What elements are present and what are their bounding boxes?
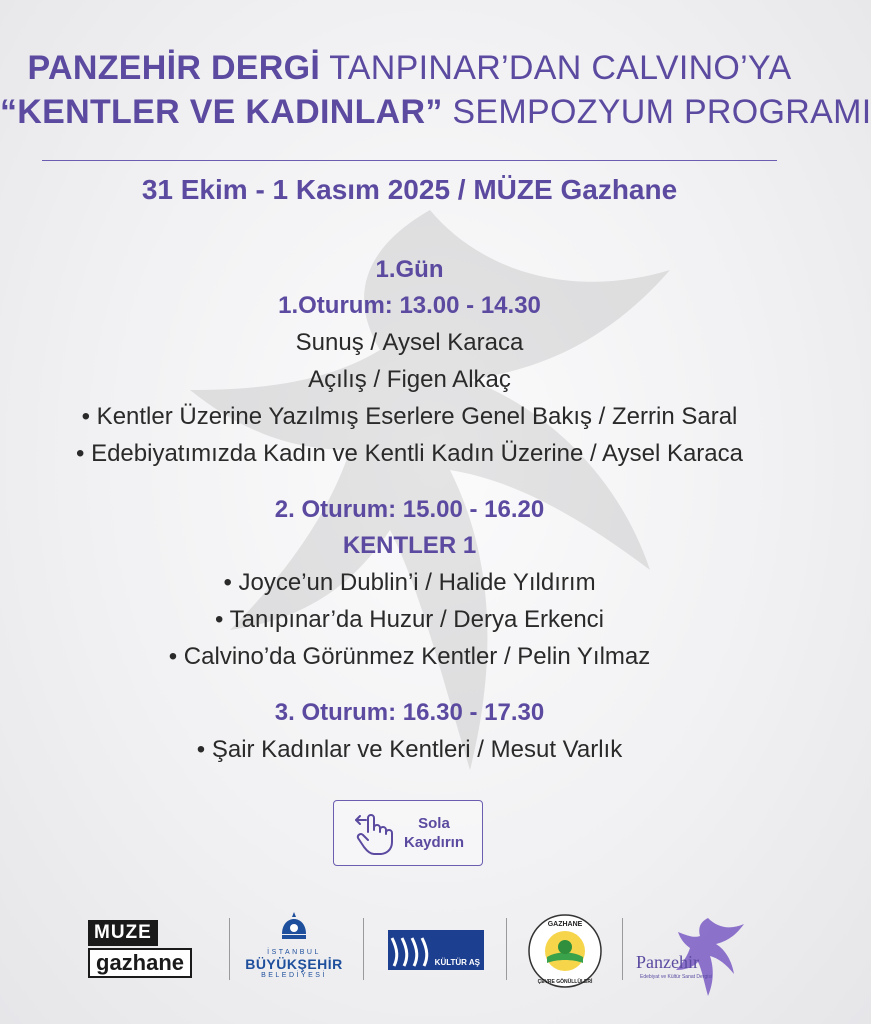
session-1-title: 1.Oturum: 13.00 - 14.30 [278,292,541,319]
ibb-name: BÜYÜKŞEHİR [245,956,343,972]
gcg-bottom-label: ÇEVRE GÖNÜLLÜLERİ [537,979,593,985]
title-subject: TANPINAR’DAN CALVINO’YA [320,49,792,87]
title-program: SEMPOZYUM PROGRAMI [442,93,871,131]
kultur-as-label: KÜLTÜR AŞ [434,958,480,967]
gazhane-cevre-gonulluleri-logo [527,913,603,989]
title-line-2 [0,90,871,134]
ibb-emblem-icon [277,910,311,944]
program [0,252,819,768]
panzehir-name: Panzehir [636,952,699,972]
logo-separator [506,918,507,980]
panzehir-logo [632,908,752,1000]
session-1-item: • Kentler Üzerine Yazılmış Eserlere Genel Bakış / Zerrin Saral [81,403,738,430]
swipe-label-line-2: Kaydırın [403,834,464,851]
muze-gazhane-logo [88,920,200,978]
logo-separator [229,918,230,980]
swipe-hand-icon [352,810,396,856]
session-1-item: Açılış / Figen Alkaç [308,366,511,393]
title-divider [42,160,777,161]
symposium-theme: “KENTLER VE KADINLAR” [0,93,443,131]
swipe-label [404,814,464,852]
session-2-item: • Tanıpınar’da Huzur / Derya Erkenci [214,606,605,633]
header [0,46,871,134]
session-1-item: • Edebiyatımızda Kadın ve Kentli Kadın Üzerine / Aysel Karaca [76,440,743,467]
session-2-item: • Joyce’un Dublin’i / Halide Yıldırım [223,569,596,596]
kultur-as-logo [388,930,484,970]
muze-logo-top: MUZE [88,920,158,946]
swipe-label-line-1: Sola [418,815,450,832]
kultur-as-emblem-icon [388,930,436,970]
event-dates: 31 Ekim - 1 Kasım 2025 / MÜZE Gazhane [141,174,678,205]
gcg-emblem-icon [527,913,603,989]
panzehir-subtitle: Edebiyat ve Kültür Sanat Dergisi [640,974,712,980]
title-line-1 [0,46,819,90]
day-heading: 1.Gün [375,256,444,283]
logo-separator [363,918,364,980]
gcg-top-label: GAZHANE [547,921,583,928]
magazine-name: PANZEHİR DERGİ [27,49,321,87]
session-3-item: • Şair Kadınlar ve Kentleri / Mesut Varlık [196,736,623,763]
session-2-title: 2. Oturum: 15.00 - 16.20 [274,496,545,523]
ibb-city: İSTANBUL [267,949,321,956]
swipe-left-button[interactable] [333,800,483,866]
logo-separator [622,918,623,980]
session-2-item: • Calvino’da Görünmez Kentler / Pelin Yılmaz [168,643,651,670]
session-1-item: Sunuş / Aysel Karaca [295,329,524,356]
session-2-subtitle: KENTLER 1 [342,532,477,559]
muze-logo-bottom: gazhane [88,948,192,978]
ibb-subtitle: BELEDİYESİ [261,972,327,979]
session-3-title: 3. Oturum: 16.30 - 17.30 [274,699,545,726]
ibb-logo [238,910,350,990]
